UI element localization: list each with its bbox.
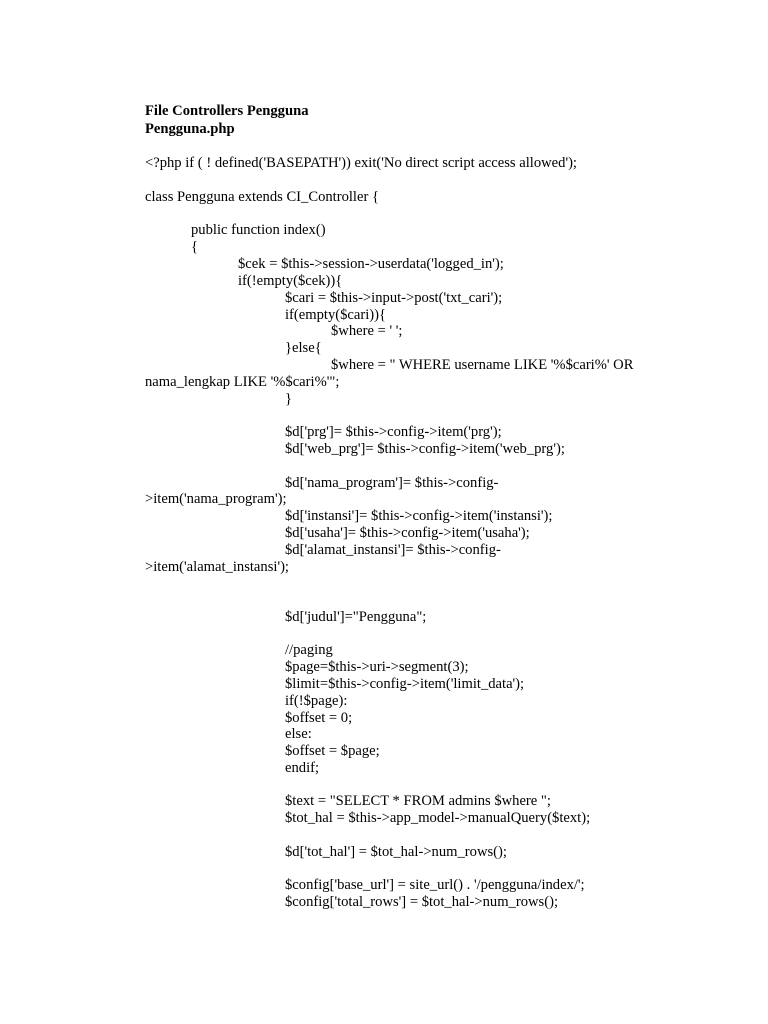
code-line: $page=$this->uri->segment(3); xyxy=(285,659,469,675)
code-line: $offset = 0; xyxy=(285,710,353,726)
code-line: $d['web_prg']= $this->config->item('web_prg'); xyxy=(285,441,565,457)
code-line: >item('alamat_instansi'); xyxy=(145,559,289,575)
code-line: $cek = $this->session->userdata('logged_in'); xyxy=(238,256,504,272)
code-line: //paging xyxy=(285,642,333,658)
code-line: <?php if ( ! defined('BASEPATH')) exit('No direct script access allowed'); xyxy=(145,155,577,171)
code-line: class Pengguna extends CI_Controller { xyxy=(145,189,379,205)
code-line: $config['total_rows'] = $tot_hal->num_rows(); xyxy=(285,894,559,910)
code-line: $d['usaha']= $this->config->item('usaha'); xyxy=(285,525,530,541)
code-line: $limit=$this->config->item('limit_data'); xyxy=(285,676,525,692)
document-filename: Pengguna.php xyxy=(145,121,235,137)
code-line: $where = " WHERE username LIKE '%$cari%' OR xyxy=(331,357,634,373)
code-line: $where = ' '; xyxy=(331,323,403,339)
code-line: nama_lengkap LIKE '%$cari%'"; xyxy=(145,374,340,390)
code-line: $d['tot_hal'] = $tot_hal->num_rows(); xyxy=(285,844,507,860)
code-line: { xyxy=(191,239,199,255)
code-line: if(!$page): xyxy=(285,693,348,709)
code-line: >item('nama_program'); xyxy=(145,491,287,507)
document-heading: File Controllers Pengguna xyxy=(145,103,309,119)
code-line: if(!empty($cek)){ xyxy=(238,273,343,289)
code-line: } xyxy=(285,391,293,407)
code-line: $offset = $page; xyxy=(285,743,380,759)
code-line: $cari = $this->input->post('txt_cari'); xyxy=(285,290,503,306)
code-line: public function index() xyxy=(191,222,326,238)
code-line: else: xyxy=(285,726,312,742)
code-line: $text = "SELECT * FROM admins $where "; xyxy=(285,793,551,809)
code-line: $d['prg']= $this->config->item('prg'); xyxy=(285,424,502,440)
code-line: $tot_hal = $this->app_model->manualQuery($text); xyxy=(285,810,591,826)
code-line: $d['alamat_instansi']= $this->config- xyxy=(285,542,501,558)
code-line: if(empty($cari)){ xyxy=(285,307,387,323)
code-line: endif; xyxy=(285,760,320,776)
code-line: $config['base_url'] = site_url() . '/pengguna/index/'; xyxy=(285,877,585,893)
code-line: $d['judul']="Pengguna"; xyxy=(285,609,427,625)
code-line: $d['nama_program']= $this->config- xyxy=(285,475,499,491)
code-line: }else{ xyxy=(285,340,322,356)
code-line: $d['instansi']= $this->config->item('instansi'); xyxy=(285,508,553,524)
